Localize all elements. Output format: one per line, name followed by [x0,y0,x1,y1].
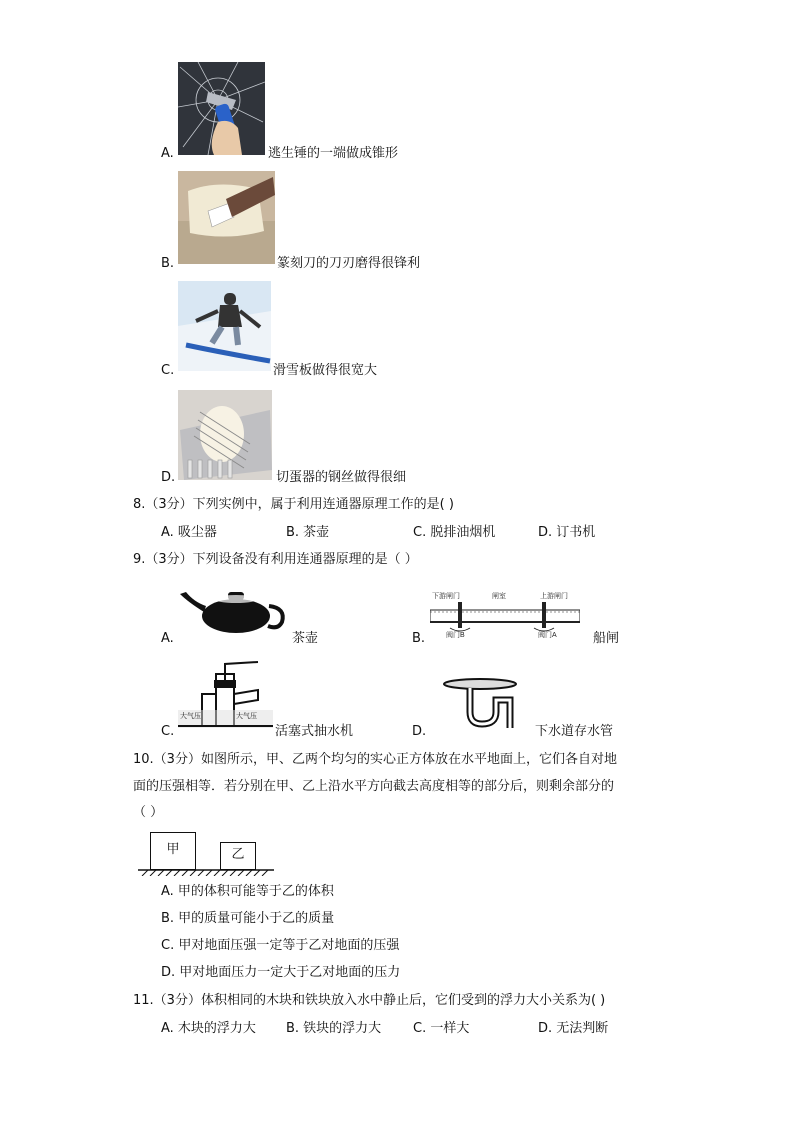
ground-hatching [138,869,274,876]
q9-option-b-text: 船闸 [593,631,620,646]
q9-option-b-letter: B. [412,631,426,646]
q7-option-b-text: 篆刻刀的刀刃磨得很锋利 [277,256,421,271]
q10-option-b: B. 甲的质量可能小于乙的质量 [161,911,335,926]
teapot-figure [176,586,290,636]
q7-option-a-text: 逃生锤的一端做成锥形 [268,146,399,161]
q7-option-c-text: 滑雪板做得很宽大 [273,363,378,378]
q9-option-d-text: 下水道存水管 [535,724,614,739]
block-yi-label: 乙 [231,847,245,862]
q7-option-d-text: 切蛋器的钢丝做得很细 [276,470,407,485]
q8-option-b: B. 茶壶 [286,525,330,540]
q8-option-c: C. 脱排油烟机 [413,525,496,540]
q7-option-c-letter: C. [161,363,175,378]
q7-option-d-letter: D. [161,470,176,485]
egg-slicer-image [178,390,272,480]
carving-knife-image [178,171,275,264]
q10-stem-line1: 10.（3分）如图所示，甲、乙两个均匀的实心正方体放在水平地面上，它们各自对地 [133,752,617,767]
lock-valve-a-label: 阀门A [538,632,557,638]
lock-lower-gate-label: 下游闸门 [432,593,460,600]
block-jia [150,832,196,870]
lock-valve-b-label: 阀门B [446,632,465,638]
q10-figure [138,832,274,876]
q9-option-c-text: 活塞式抽水机 [275,724,354,739]
piston-pump-figure [178,660,273,728]
drain-trap-figure [444,679,516,728]
q9-option-d-letter: D. [412,724,427,739]
q9-option-a-text: 茶壶 [292,631,319,646]
q11-option-c: C. 一样大 [413,1021,470,1036]
ship-lock-figure [430,590,580,638]
block-jia-label: 甲 [166,842,180,857]
q10-stem-line2: 面的压强相等．若分别在甲、乙上沿水平方向截去高度相等的部分后，则剩余部分的 [133,779,615,794]
q10-option-d: D. 甲对地面压力一定大于乙对地面的压力 [161,965,401,980]
lock-upper-gate-label: 上游闸门 [540,593,568,600]
escape-hammer-image [178,62,265,155]
q7-option-b-letter: B. [161,256,175,271]
q8-option-a: A. 吸尘器 [161,525,217,540]
block-yi [220,842,256,870]
q10-option-a: A. 甲的体积可能等于乙的体积 [161,884,334,899]
pump-atm-label-left: 大气压 [180,713,201,720]
q7-option-a-letter: A. [161,146,174,161]
q11-option-b: B. 铁块的浮力大 [286,1021,382,1036]
q11-option-a: A. 木块的浮力大 [161,1021,256,1036]
q10-option-c: C. 甲对地面压强一定等于乙对地面的压强 [161,938,400,953]
q11-option-d: D. 无法判断 [538,1021,609,1036]
q8-option-d: D. 订书机 [538,525,596,540]
q10-stem-line3: （ ） [133,805,164,820]
q9-option-a-letter: A. [161,631,174,646]
q9-stem: 9.（3分）下列设备没有利用连通器原理的是（ ） [133,552,418,567]
snowboarder-image [178,281,271,371]
lock-chamber-label: 闸室 [492,593,506,600]
q9-option-c-letter: C. [161,724,175,739]
pump-atm-label-right: 大气压 [236,713,257,720]
q11-stem: 11.（3分）体积相同的木块和铁块放入水中静止后，它们受到的浮力大小关系为( ) [133,993,606,1008]
q8-stem: 8.（3分）下列实例中，属于利用连通器原理工作的是( ) [133,497,454,512]
